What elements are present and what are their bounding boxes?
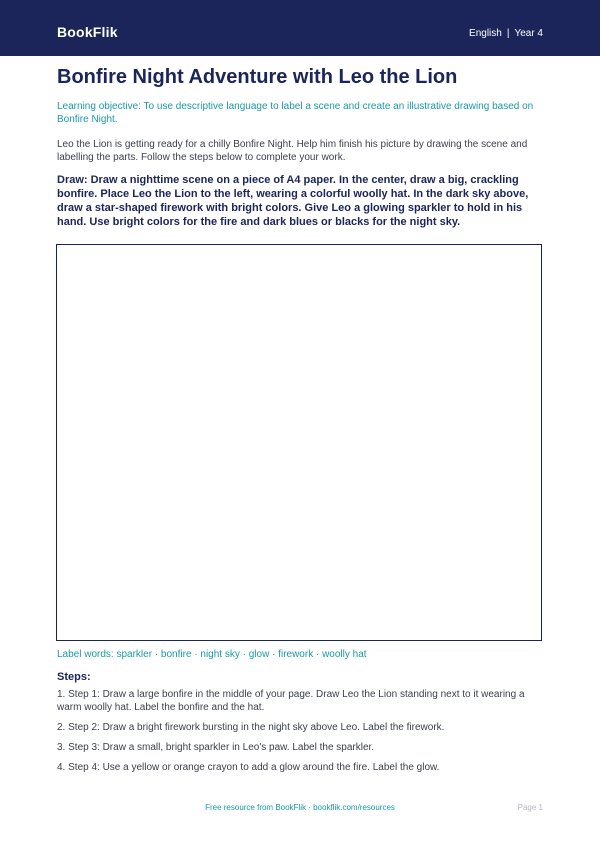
intro-text: Leo the Lion is getting ready for a chilly Bonfire Night. Help him finish his picture by drawing the scene and labelling the parts. Follow the steps below to complete your work. bbox=[57, 139, 528, 163]
header-bar bbox=[0, 0, 600, 56]
steps-list bbox=[57, 688, 547, 781]
meta-separator: | bbox=[506, 28, 510, 39]
drawing-area[interactable] bbox=[56, 244, 542, 641]
label-words: Label words: sparkler · bonfire · night sky · glow · firework · woolly hat bbox=[57, 649, 367, 660]
learning-objective: Learning objective: To use descriptive language to label a scene and create an illustrative drawing based on Bonfire Night. bbox=[57, 101, 534, 125]
subject-label: English bbox=[469, 28, 502, 39]
steps-heading: Steps: bbox=[57, 671, 91, 683]
step-item: 4. Step 4: Use a yellow or orange crayon to add a glow around the fire. Label the glow. bbox=[57, 762, 440, 773]
step-item: 1. Step 1: Draw a large bonfire in the middle of your page. Draw Leo the Lion standing next to it wearing a warm woolly hat. Label the bonfire and the hat. bbox=[57, 689, 525, 713]
year-label: Year 4 bbox=[514, 28, 543, 39]
step-item: 3. Step 3: Draw a small, bright sparkler in Leo's paw. Label the sparkler. bbox=[57, 742, 375, 753]
page-number: Page 1 bbox=[517, 803, 543, 812]
draw-instructions: Draw: Draw a nighttime scene on a piece of A4 paper. In the center, draw a big, crackling bonfire. Place Leo the Lion to the left, wearing a colorful woolly hat. In the dark sky above, draw a star-shaped firework with bright colors. Give Leo a glowing sparkler to hold in his hand. Use bright colors for the fire and dark blues or blacks for the night sky. bbox=[57, 174, 529, 228]
footer-resource-link[interactable]: Free resource from BookFlik · bookflik.com/resources bbox=[205, 803, 395, 812]
subject-year bbox=[469, 27, 543, 40]
step-item: 2. Step 2: Draw a bright firework bursting in the night sky above Leo. Label the firework. bbox=[57, 722, 445, 733]
page-title: Bonfire Night Adventure with Leo the Lion bbox=[57, 66, 458, 88]
brand-logo[interactable]: BookFlik bbox=[57, 24, 118, 40]
